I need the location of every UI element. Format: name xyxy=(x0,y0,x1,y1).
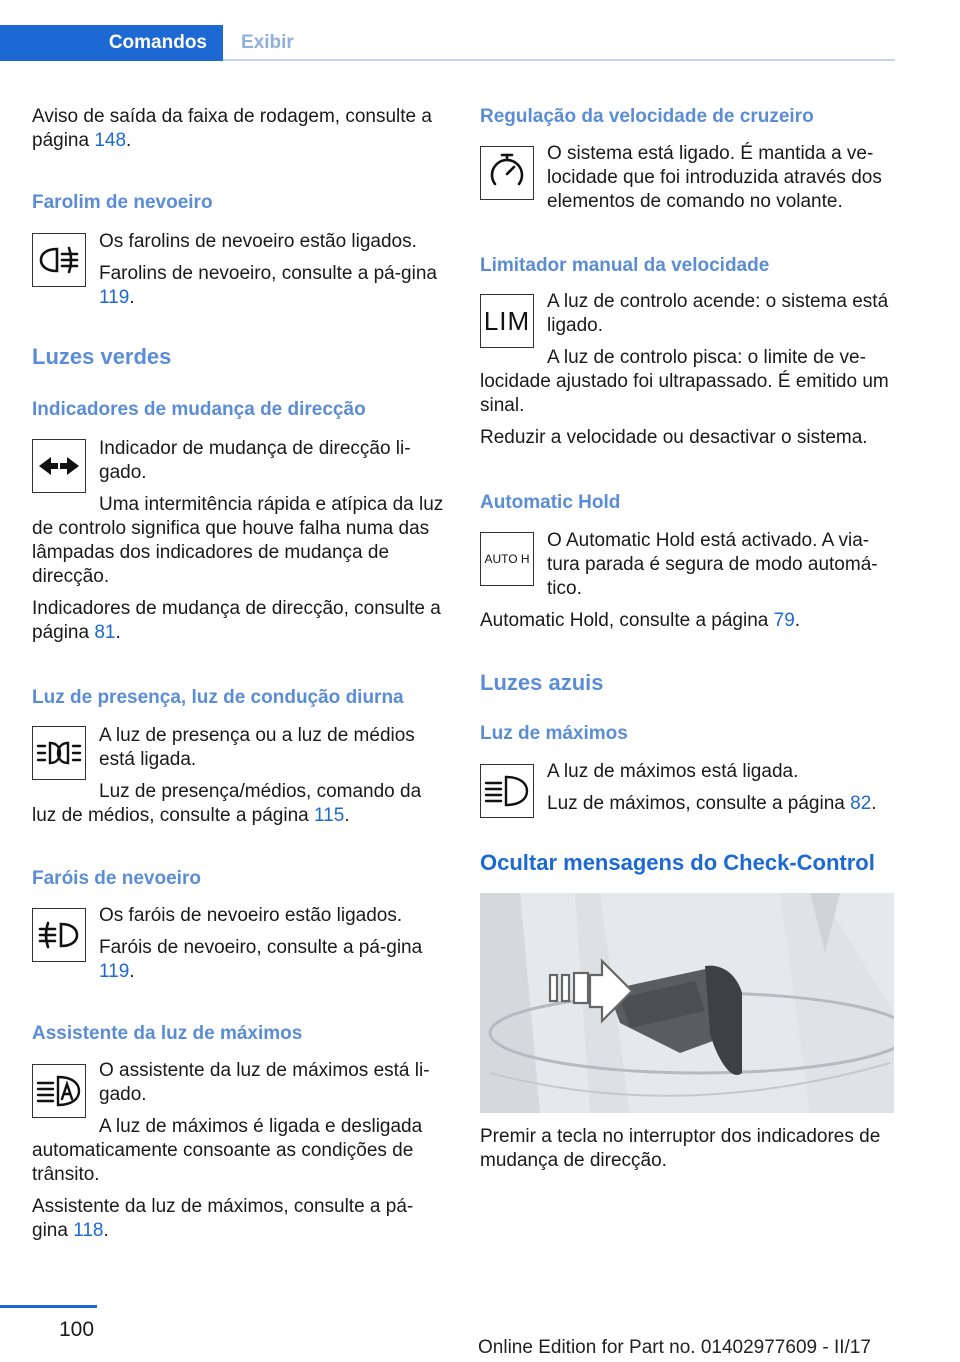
checkcontrol-heading-wrap xyxy=(480,851,894,875)
fog-front-heading-wrap xyxy=(32,867,446,891)
page-link-148[interactable]: 148 xyxy=(94,130,127,151)
autohold-heading: Automatic Hold xyxy=(480,492,621,513)
autohold-text: O Automatic Hold está activado. A via-tura parada é segura de modo automá-tico. Automatic Hold, consulte a página 79. xyxy=(480,529,894,633)
turn-text: Indicador de mudança de direcção li-gado. Uma intermitência rápida e atípica da luz de controlo significa que houve falha numa das lâmpadas dos indicadores de mudança de direcção. Indicadores de mudança de direcção, consulte a página 81. xyxy=(32,437,446,645)
autohold-heading-wrap xyxy=(480,491,894,515)
highbeam-text: A luz de máximos está ligada. Luz de máximos, consulte a página 82. xyxy=(480,760,894,816)
tab-exibir[interactable]: Exibir xyxy=(241,32,294,53)
checkcontrol-caption: Premir a tecla no interruptor dos indicadores de mudança de direcção. xyxy=(480,1126,881,1171)
page-link-115[interactable]: 115 xyxy=(314,805,345,826)
turn-signal-stalk-illustration xyxy=(480,893,894,1113)
page-link-119[interactable]: 119 xyxy=(99,287,130,308)
highbeam-line2: Luz de máximos, consulte a página xyxy=(547,793,851,814)
turn-line2: Uma intermitência rápida e atípica da luz de controlo significa que houve falha numa das lâmpadas dos indicadores de mudança de direcção. xyxy=(32,494,444,587)
edition-note: Online Edition for Part no. 01402977609 - II/17 xyxy=(478,1337,871,1358)
page-link-119b[interactable]: 119 xyxy=(99,961,130,982)
cruise-heading-wrap xyxy=(480,105,894,129)
cruise-heading: Regulação da velocidade de cruzeiro xyxy=(480,106,814,127)
turn-line3: Indicadores de mudança de direcção, consulte a página xyxy=(32,598,441,643)
turn-heading-wrap xyxy=(32,398,446,422)
limiter-line1: A luz de controlo acende: o sistema está ligado. xyxy=(547,291,889,336)
fog-front-line1: Os faróis de nevoeiro estão ligados. xyxy=(99,905,403,926)
fog-front-line2: Faróis de nevoeiro, consulte a pá-gina xyxy=(99,937,423,958)
intro-text: Aviso de saída da faixa de rodagem, consulte a página xyxy=(32,106,432,151)
autohold-line2: Automatic Hold, consulte a página xyxy=(480,610,774,631)
parking-line2: Luz de presença/médios, comando da luz de médios, consulte a página xyxy=(32,781,422,826)
limiter-heading: Limitador manual da velocidade xyxy=(480,255,770,276)
section-green xyxy=(32,345,446,369)
header-tabs xyxy=(0,25,895,61)
page-link-118[interactable]: 118 xyxy=(73,1220,104,1241)
autohold-line1: O Automatic Hold está activado. A via-tura parada é segura de modo automá-tico. xyxy=(547,530,878,599)
hba-heading-wrap xyxy=(32,1022,446,1046)
checkcontrol-heading: Ocultar mensagens do Check-Control xyxy=(480,850,875,875)
intro-paragraph: Aviso de saída da faixa de rodagem, consulte a página 148. xyxy=(32,106,432,151)
page-link-79[interactable]: 79 xyxy=(773,610,795,631)
highbeam-line1: A luz de máximos está ligada. xyxy=(547,761,799,782)
parking-heading: Luz de presença, luz de condução diurna xyxy=(32,687,404,708)
limiter-line3: Reduzir a velocidade ou desactivar o sistema. xyxy=(480,427,868,448)
page-link-82[interactable]: 82 xyxy=(850,793,872,814)
auto-hold-icon: AUTO H xyxy=(480,532,534,586)
checkcontrol-caption-wrap xyxy=(480,1125,894,1173)
parking-line1: A luz de presença ou a luz de médios está ligada. xyxy=(99,725,415,770)
section-green-heading: Luzes verdes xyxy=(32,344,172,369)
fog-rear-heading: Farolim de nevoeiro xyxy=(32,192,213,213)
limiter-heading-wrap xyxy=(480,254,894,278)
fog-rear-line2: Farolins de nevoeiro, consulte a pá-gina xyxy=(99,263,437,284)
footer-line xyxy=(0,1305,97,1308)
limiter-text xyxy=(480,290,894,450)
cruise-text xyxy=(480,142,894,214)
highbeam-heading-wrap xyxy=(480,722,894,746)
fog-front-text: Os faróis de nevoeiro estão ligados. Faróis de nevoeiro, consulte a pá-gina 119. xyxy=(32,904,446,984)
fog-front-heading: Faróis de nevoeiro xyxy=(32,868,201,889)
speed-limiter-icon: LIM xyxy=(480,294,534,348)
hba-line2: A luz de máximos é ligada e desligada automaticamente consoante as condições de trânsito. xyxy=(32,1116,423,1185)
tab-underline xyxy=(223,59,895,61)
limiter-line2: A luz de controlo pisca: o limite de ve-locidade ajustado foi ultrapassado. É emitido um sinal. xyxy=(480,347,889,416)
page-number: 100 xyxy=(59,1318,95,1341)
parking-text: A luz de presença ou a luz de médios está ligada. Luz de presença/médios, comando da luz de médios, consulte a página 115. xyxy=(32,724,446,828)
section-blue xyxy=(480,671,894,695)
turn-line1: Indicador de mudança de direcção li-gado. xyxy=(99,438,411,483)
hba-text: O assistente da luz de máximos está li-gado. A luz de máximos é ligada e desligada automaticamente consoante as condições de trânsito. Assistente da luz de máximos, consulte a pá-gina 118. xyxy=(32,1059,446,1243)
page-link-81[interactable]: 81 xyxy=(94,622,116,643)
tab-comandos[interactable]: Comandos xyxy=(0,25,223,61)
fog-rear-line1: Os farolins de nevoeiro estão ligados. xyxy=(99,231,417,252)
fog-rear-text: Os farolins de nevoeiro estão ligados. Farolins de nevoeiro, consulte a pá-gina 119. xyxy=(32,230,446,310)
hba-line3: Assistente da luz de máximos, consulte a pá-gina xyxy=(32,1196,414,1241)
hba-heading: Assistente da luz de máximos xyxy=(32,1023,303,1044)
highbeam-heading: Luz de máximos xyxy=(480,723,628,744)
section-blue-heading: Luzes azuis xyxy=(480,670,604,695)
turn-heading: Indicadores de mudança de direcção xyxy=(32,399,366,420)
cruise-line1: O sistema está ligado. É mantida a ve-locidade que foi introduzida através dos elementos de comando no volante. xyxy=(547,143,882,212)
hba-line1: O assistente da luz de máximos está li-gado. xyxy=(99,1060,430,1105)
fog-rear-section xyxy=(32,191,446,215)
parking-heading-wrap xyxy=(32,686,446,710)
